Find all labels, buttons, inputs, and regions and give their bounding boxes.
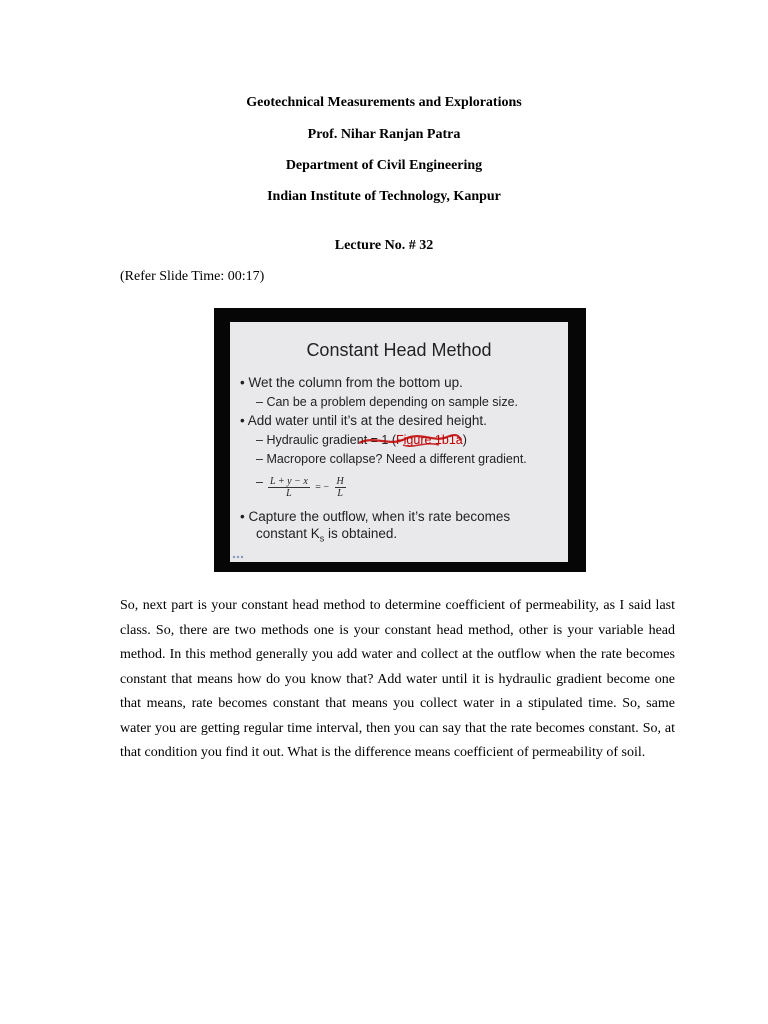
hydraulic-gradient-suffix: )	[462, 433, 467, 447]
slide-bullet-2: • Add water until it’s at the desired height.	[240, 413, 487, 428]
slide-screenshot	[214, 308, 586, 572]
slide-bullet-2-text: Add water until it’s at the desired height.	[247, 413, 487, 428]
slide-subbullet-1-text: Can be a problem depending on sample size.	[266, 395, 518, 409]
ks-suffix: is obtained.	[324, 526, 398, 541]
slide-bullet-3-line-1: Capture the outflow, when it’s rate becomes	[248, 509, 511, 524]
equation-lhs	[268, 476, 310, 499]
figure-reference: Figure 1b1a	[396, 433, 463, 447]
equation-lhs-denominator: L	[286, 488, 292, 499]
lecture-transcript-paragraph: So, next part is your constant head method to determine coefficient of permeability, as I said last class. So, there are two methods one is your constant head method, other is your variable head method. In this method generally you add water and collect at the outflow when the rate becomes constant that means how do you know that? Add water until it is hydraulic gradient become one that means, rate becomes constant that means you collect water in a stipulated time. So, same water you are getting regular time interval, then you can say that the rate becomes constant. So, at that condition you find it out. What is the difference means coefficient of permeability of soil.	[120, 598, 675, 760]
professor-name: Prof. Nihar Ranjan Patra	[307, 127, 461, 142]
slide-bullet-3-line-2	[256, 526, 397, 544]
lecture-number: Lecture No. # 32	[334, 238, 434, 253]
ks-prefix: constant K	[256, 526, 320, 541]
slide-content	[230, 322, 568, 562]
slide-subbullet-1: – Can be a problem depending on sample size.	[256, 395, 518, 409]
hydraulic-gradient-prefix: Hydraulic gradient = 1 (	[266, 433, 397, 447]
ks-subscript: s	[319, 533, 325, 544]
equation-lhs-numerator: L + y − x	[270, 476, 308, 487]
equation-rhs	[335, 476, 346, 499]
slide-subbullet-2: – Hydraulic gradient = 1 (Figure 1b1a)	[256, 433, 467, 447]
slide-subbullet-3-text: Macropore collapse? Need a different gradient.	[266, 452, 527, 466]
institute-name: Indian Institute of Technology, Kanpur	[267, 189, 501, 204]
slide-bullet-3: • Capture the outflow, when it’s rate becomes	[240, 509, 511, 524]
slide-subbullet-3: – Macropore collapse? Need a different gradient.	[256, 452, 527, 466]
red-annotation-scribble	[355, 429, 465, 451]
gradient-equation	[268, 476, 346, 499]
equation-rhs-numerator: H	[336, 476, 344, 487]
slide-title: Constant Head Method	[306, 340, 492, 360]
equation-rhs-denominator: L	[337, 488, 343, 499]
refer-slide-time: (Refer Slide Time: 00:17)	[120, 269, 265, 284]
slide-subbullet-4-dash: –	[256, 475, 263, 489]
slide-bullet-1: • Wet the column from the bottom up.	[240, 375, 463, 390]
pen-cursor-icon	[232, 554, 246, 560]
department-name: Department of Civil Engineering	[285, 158, 483, 173]
course-title: Geotechnical Measurements and Explorations	[246, 95, 522, 110]
slide-bullet-1-text: Wet the column from the bottom up.	[248, 375, 463, 390]
equation-operator: = −	[315, 482, 330, 493]
